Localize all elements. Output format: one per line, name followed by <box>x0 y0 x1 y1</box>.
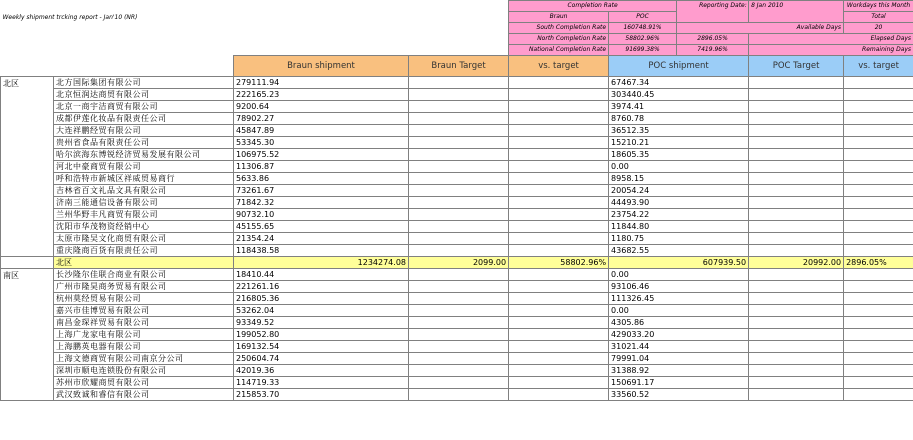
poc-target-cell <box>749 269 844 281</box>
table-row[interactable] <box>1 353 913 365</box>
poc-target-cell <box>749 89 844 101</box>
braun-vs-cell <box>509 185 609 197</box>
region-label: 南区 <box>1 269 54 401</box>
table-row[interactable] <box>1 305 913 317</box>
braun-target-cell <box>409 113 509 125</box>
poc-target-cell <box>749 149 844 161</box>
braun-target-cell <box>409 281 509 293</box>
braun-shipment-value: 118438.58 <box>234 245 409 257</box>
braun-shipment-value: 18410.44 <box>234 269 409 281</box>
braun-rate-header: Braun <box>509 12 609 23</box>
poc-shipment-value: 79991.04 <box>609 353 749 365</box>
completion-rate-header: Completion Rate <box>509 1 677 12</box>
distributor-name: 贵州省食品有限责任公司 <box>54 137 234 149</box>
braun-target-cell <box>409 341 509 353</box>
braun-shipment-value: 279111.94 <box>234 77 409 89</box>
poc-vs-cell <box>844 245 913 257</box>
total-braun-vs: 58802.96% <box>509 257 609 269</box>
table-row[interactable] <box>1 365 913 377</box>
distributor-name: 南昌金琛祥贸易有限公司 <box>54 317 234 329</box>
north-total-row[interactable] <box>1 257 913 269</box>
rate-label: South Completion Rate <box>509 23 609 34</box>
reporting-date-block <box>677 1 749 23</box>
poc-vs-cell <box>844 305 913 317</box>
poc-rate: 2896.05% <box>677 34 749 45</box>
poc-shipment-value: 8760.78 <box>609 113 749 125</box>
braun-target-cell <box>409 77 509 89</box>
poc-vs-cell <box>844 89 913 101</box>
braun-target-cell <box>409 89 509 101</box>
table-row[interactable] <box>1 329 913 341</box>
braun-target-cell <box>409 269 509 281</box>
poc-vs-cell <box>844 293 913 305</box>
distributor-name: 上海鹏英电器有限公司 <box>54 341 234 353</box>
poc-shipment-value: 31021.44 <box>609 341 749 353</box>
poc-target-cell <box>749 197 844 209</box>
braun-target-cell <box>409 185 509 197</box>
distributor-name: 北方国际集团有限公司 <box>54 77 234 89</box>
distributor-name: 武汉致诚和睿信有限公司 <box>54 389 234 401</box>
workdays-header: Workdays this Month <box>844 1 913 12</box>
braun-vs-cell <box>509 317 609 329</box>
poc-shipment-value: 15210.21 <box>609 137 749 149</box>
braun-shipment-value: 42019.36 <box>234 365 409 377</box>
braun-shipment-value: 53262.04 <box>234 305 409 317</box>
braun-shipment-value: 114719.33 <box>234 377 409 389</box>
braun-vs-cell <box>509 365 609 377</box>
poc-shipment-value: 33560.52 <box>609 389 749 401</box>
table-row[interactable] <box>1 389 913 401</box>
poc-shipment-value: 0.00 <box>609 305 749 317</box>
poc-shipment-value: 111326.45 <box>609 293 749 305</box>
braun-vs-cell <box>509 161 609 173</box>
braun-shipment-value: 106975.52 <box>234 149 409 161</box>
braun-target-cell <box>409 329 509 341</box>
braun-shipment-value: 90732.10 <box>234 209 409 221</box>
table-row[interactable] <box>1 197 913 209</box>
region-label: 北区 <box>1 77 54 257</box>
braun-vs-cell <box>509 101 609 113</box>
poc-target-cell <box>749 281 844 293</box>
table-row[interactable] <box>1 149 913 161</box>
poc-target-cell <box>749 125 844 137</box>
table-row[interactable] <box>1 233 913 245</box>
poc-target-cell <box>749 377 844 389</box>
braun-vs-cell <box>509 149 609 161</box>
poc-shipment-value: 18605.35 <box>609 149 749 161</box>
braun-shipment-value: 199052.80 <box>234 329 409 341</box>
braun-target-cell <box>409 365 509 377</box>
reporting-date-value: 8 Jan 2010 <box>749 1 844 23</box>
poc-vs-cell <box>844 389 913 401</box>
braun-target-cell <box>409 209 509 221</box>
braun-shipment-value: 11306.87 <box>234 161 409 173</box>
north-region-rows <box>1 77 913 257</box>
braun-target-cell <box>409 101 509 113</box>
braun-target-cell <box>409 377 509 389</box>
braun-vs-cell <box>509 77 609 89</box>
total-braun: 1234274.08 <box>234 257 409 269</box>
braun-vs-cell <box>509 329 609 341</box>
poc-vs-cell <box>844 125 913 137</box>
braun-vs-cell <box>509 377 609 389</box>
poc-vs-cell <box>844 149 913 161</box>
rate-label: North Completion Rate <box>509 34 609 45</box>
poc-shipment-value: 150691.17 <box>609 377 749 389</box>
table-row[interactable] <box>1 89 913 101</box>
poc-vs-cell <box>844 377 913 389</box>
col-braun-shipment[interactable]: Braun shipment <box>234 56 409 77</box>
poc-vs-cell <box>844 281 913 293</box>
total-header: Total <box>844 12 913 23</box>
table-row[interactable] <box>1 269 913 281</box>
distributor-name: 成都伊莲化妆品有限责任公司 <box>54 113 234 125</box>
south-region-rows <box>1 269 913 401</box>
braun-target-cell <box>409 173 509 185</box>
braun-shipment-value: 250604.74 <box>234 353 409 365</box>
col-braun-target[interactable]: Braun Target <box>409 56 509 77</box>
days-label: Available Days <box>677 23 844 34</box>
poc-shipment-value: 303440.45 <box>609 89 749 101</box>
braun-vs-cell <box>509 269 609 281</box>
braun-target-cell <box>409 221 509 233</box>
braun-rate: 58802.96% <box>609 34 677 45</box>
col-braun-vs-target[interactable]: vs. target <box>509 56 609 77</box>
days-label: Elapsed Days <box>749 34 913 45</box>
table-row[interactable] <box>1 77 913 89</box>
total-poc: 607939.50 <box>609 257 749 269</box>
braun-shipment-value: 71842.32 <box>234 197 409 209</box>
rate-label: National Completion Rate <box>509 45 609 56</box>
poc-vs-cell <box>844 341 913 353</box>
distributor-name: 长沙隆尔佳联合商业有限公司 <box>54 269 234 281</box>
distributor-name: 河北中豪商贸有限公司 <box>54 161 234 173</box>
distributor-name: 重庆隆商百货有限责任公司 <box>54 245 234 257</box>
braun-vs-cell <box>509 233 609 245</box>
poc-shipment-value: 0.00 <box>609 161 749 173</box>
poc-shipment-value: 23754.22 <box>609 209 749 221</box>
poc-vs-cell <box>844 233 913 245</box>
braun-target-cell <box>409 317 509 329</box>
poc-target-cell <box>749 389 844 401</box>
braun-shipment-value: 9200.64 <box>234 101 409 113</box>
braun-shipment-value: 216805.36 <box>234 293 409 305</box>
braun-vs-cell <box>509 125 609 137</box>
total-braun-target: 2099.00 <box>409 257 509 269</box>
poc-shipment-value: 4305.86 <box>609 317 749 329</box>
braun-vs-cell <box>509 389 609 401</box>
poc-target-cell <box>749 161 844 173</box>
total-poc-vs: 2896.05% <box>844 257 913 269</box>
braun-vs-cell <box>509 245 609 257</box>
braun-shipment-value: 93349.52 <box>234 317 409 329</box>
poc-target-cell <box>749 113 844 125</box>
table-row[interactable] <box>1 293 913 305</box>
table-row[interactable] <box>1 161 913 173</box>
distributor-name: 济南三能通信设备有限公司 <box>54 197 234 209</box>
poc-target-cell <box>749 245 844 257</box>
braun-rate: 91699.38% <box>609 45 677 56</box>
braun-vs-cell <box>509 353 609 365</box>
poc-rate: 7419.96% <box>677 45 749 56</box>
braun-vs-cell <box>509 221 609 233</box>
braun-vs-cell <box>509 197 609 209</box>
distributor-name: 深圳市顺电连锁股份有限公司 <box>54 365 234 377</box>
col-poc-shipment[interactable]: POC shipment <box>609 56 749 77</box>
poc-target-cell <box>749 317 844 329</box>
poc-vs-cell <box>844 101 913 113</box>
braun-rate: 160748.91% <box>609 23 677 34</box>
table-row[interactable] <box>1 317 913 329</box>
poc-target-cell <box>749 77 844 89</box>
poc-target-cell <box>749 221 844 233</box>
poc-target-cell <box>749 305 844 317</box>
poc-vs-cell <box>844 317 913 329</box>
braun-shipment-value: 215853.70 <box>234 389 409 401</box>
braun-shipment-value: 222165.23 <box>234 89 409 101</box>
braun-vs-cell <box>509 281 609 293</box>
braun-target-cell <box>409 389 509 401</box>
table-row[interactable] <box>1 185 913 197</box>
days-label: Remaining Days <box>749 45 913 56</box>
distributor-name: 哈尔滨海东博锐经济贸易发展有限公司 <box>54 149 234 161</box>
poc-shipment-value: 43682.55 <box>609 245 749 257</box>
distributor-name: 苏州市欣耀商贸有限公司 <box>54 377 234 389</box>
poc-target-cell <box>749 341 844 353</box>
poc-vs-cell <box>844 329 913 341</box>
braun-vs-cell <box>509 173 609 185</box>
table-row[interactable] <box>1 137 913 149</box>
table-row[interactable] <box>1 173 913 185</box>
poc-shipment-value: 429033.20 <box>609 329 749 341</box>
braun-target-cell <box>409 353 509 365</box>
poc-target-cell <box>749 209 844 221</box>
poc-vs-cell <box>844 137 913 149</box>
braun-shipment-value: 169132.54 <box>234 341 409 353</box>
braun-target-cell <box>409 305 509 317</box>
distributor-name: 北京恒润达商贸有限公司 <box>54 89 234 101</box>
table-row[interactable] <box>1 113 913 125</box>
braun-shipment-value: 45847.89 <box>234 125 409 137</box>
table-row[interactable] <box>1 125 913 137</box>
braun-target-cell <box>409 125 509 137</box>
braun-vs-cell <box>509 113 609 125</box>
table-row[interactable] <box>1 221 913 233</box>
poc-rate-header: POC <box>609 12 677 23</box>
col-poc-vs-target[interactable]: vs. target <box>844 56 913 77</box>
poc-target-cell <box>749 233 844 245</box>
distributor-name: 广州市隆昊商务贸易有限公司 <box>54 281 234 293</box>
distributor-name: 上海文德商贸有限公司南京分公司 <box>54 353 234 365</box>
total-poc-target: 20992.00 <box>749 257 844 269</box>
poc-shipment-value: 44493.90 <box>609 197 749 209</box>
poc-target-cell <box>749 353 844 365</box>
col-poc-target[interactable]: POC Target <box>749 56 844 77</box>
poc-shipment-value: 0.00 <box>609 269 749 281</box>
braun-shipment-value: 221261.16 <box>234 281 409 293</box>
distributor-name: 嘉兴市佳博贸易有限公司 <box>54 305 234 317</box>
distributor-name: 吉林省百文礼品文具有限公司 <box>54 185 234 197</box>
braun-target-cell <box>409 233 509 245</box>
braun-vs-cell <box>509 293 609 305</box>
braun-shipment-value: 73261.67 <box>234 185 409 197</box>
braun-vs-cell <box>509 137 609 149</box>
distributor-name: 上海广龙家电有限公司 <box>54 329 234 341</box>
braun-vs-cell <box>509 305 609 317</box>
poc-target-cell <box>749 185 844 197</box>
braun-shipment-value: 78902.27 <box>234 113 409 125</box>
distributor-name: 杭州莫经贸易有限公司 <box>54 293 234 305</box>
braun-target-cell <box>409 149 509 161</box>
braun-shipment-value: 21354.24 <box>234 233 409 245</box>
poc-vs-cell <box>844 353 913 365</box>
poc-shipment-value: 93106.46 <box>609 281 749 293</box>
table-row[interactable] <box>1 341 913 353</box>
reporting-date-label: Reporting Date: <box>699 2 747 9</box>
total-label: 北区 <box>54 257 234 269</box>
table-row[interactable] <box>1 281 913 293</box>
poc-target-cell <box>749 173 844 185</box>
table-row[interactable] <box>1 209 913 221</box>
braun-target-cell <box>409 161 509 173</box>
poc-vs-cell <box>844 365 913 377</box>
braun-target-cell <box>409 245 509 257</box>
days-value: 20 <box>844 23 913 34</box>
distributor-name: 兰州华野丰凡商贸有限公司 <box>54 209 234 221</box>
poc-vs-cell <box>844 185 913 197</box>
distributor-name: 呼和浩特市新城区祥威贸易商行 <box>54 173 234 185</box>
poc-shipment-value: 1180.75 <box>609 233 749 245</box>
braun-shipment-value: 45155.65 <box>234 221 409 233</box>
braun-vs-cell <box>509 209 609 221</box>
table-row[interactable] <box>1 101 913 113</box>
poc-vs-cell <box>844 209 913 221</box>
poc-vs-cell <box>844 77 913 89</box>
poc-shipment-value: 20054.24 <box>609 185 749 197</box>
braun-shipment-value: 53345.30 <box>234 137 409 149</box>
braun-shipment-value: 5633.86 <box>234 173 409 185</box>
braun-target-cell <box>409 137 509 149</box>
poc-vs-cell <box>844 173 913 185</box>
distributor-name: 大连祥鹏经贸有限公司 <box>54 125 234 137</box>
poc-shipment-value: 36512.35 <box>609 125 749 137</box>
distributor-name: 沈阳市华茂物资经销中心 <box>54 221 234 233</box>
poc-vs-cell <box>844 113 913 125</box>
distributor-name: 太原市隆吴文化商贸有限公司 <box>54 233 234 245</box>
distributor-name: 北京一商宇洁商贸有限公司 <box>54 101 234 113</box>
poc-vs-cell <box>844 269 913 281</box>
poc-vs-cell <box>844 221 913 233</box>
braun-target-cell <box>409 197 509 209</box>
poc-shipment-value: 8958.15 <box>609 173 749 185</box>
poc-shipment-value: 67467.34 <box>609 77 749 89</box>
poc-target-cell <box>749 101 844 113</box>
poc-target-cell <box>749 365 844 377</box>
poc-target-cell <box>749 137 844 149</box>
poc-shipment-value: 11844.80 <box>609 221 749 233</box>
table-row[interactable] <box>1 377 913 389</box>
poc-target-cell <box>749 293 844 305</box>
poc-shipment-value: 31388.92 <box>609 365 749 377</box>
poc-target-cell <box>749 329 844 341</box>
poc-shipment-value: 3974.41 <box>609 101 749 113</box>
report-title: Weekly shipment trcking report - Jan'10 (NR) <box>1 1 509 56</box>
braun-vs-cell <box>509 89 609 101</box>
poc-vs-cell <box>844 197 913 209</box>
table-row[interactable] <box>1 245 913 257</box>
poc-vs-cell <box>844 161 913 173</box>
braun-vs-cell <box>509 341 609 353</box>
braun-target-cell <box>409 293 509 305</box>
